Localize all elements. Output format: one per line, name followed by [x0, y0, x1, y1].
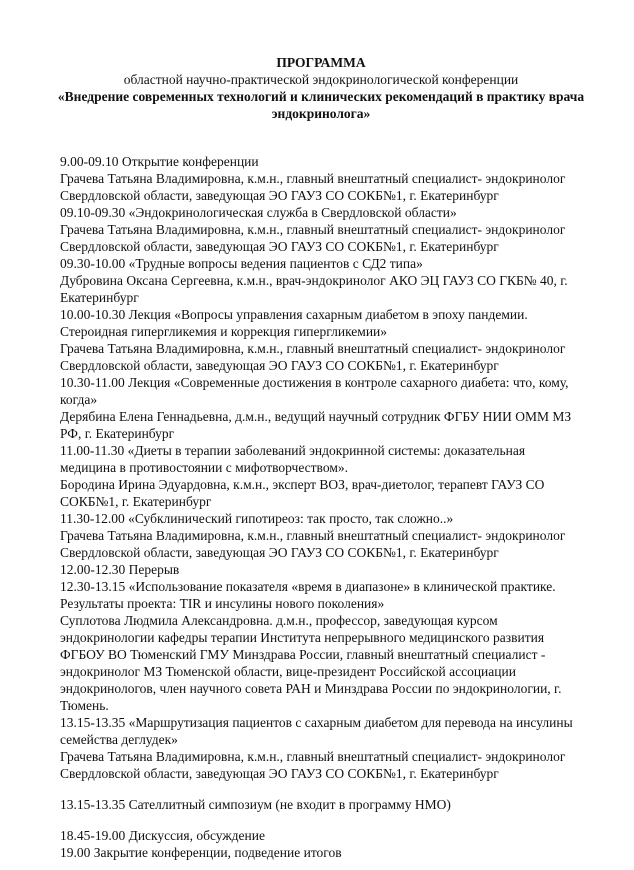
conference-theme-line-1: «Внедрение современных технологий и клинических рекомендаций в практику врача — [57, 89, 585, 104]
program-line: Свердловской области, заведующая ЭО ГАУЗ СО СОКБ№1, г. Екатеринбург — [60, 358, 499, 373]
program-line: 11.00-11.30 «Диеты в терапии заболеваний эндокринной системы: доказательная — [60, 443, 526, 458]
program-line: медицина в противостоянии с мифотворчеством». — [60, 460, 348, 475]
program-line: ФГБОУ ВО Тюменский ГМУ Минздрава России, главный внештатный специалист - — [60, 647, 546, 662]
program-line: Дерябина Елена Геннадьевна, д.м.н., ведущий научный сотрудник ФГБУ НИИ ОММ МЗ — [60, 409, 572, 424]
program-line: 10.00-10.30 Лекция «Вопросы управления сахарным диабетом в эпоху пандемии. — [60, 307, 528, 322]
conference-theme-line-2: эндокринолога» — [271, 106, 371, 121]
program-line: эндокринолог МЗ Тюменской области, вице-президент Российской ассоциации — [60, 664, 516, 679]
program-line: Стероидная гипергликемия и коррекция гипергликемии» — [60, 324, 388, 339]
conference-theme — [40, 88, 602, 122]
satellite-symposium: 13.15-13.35 Сателлитный симпозиум (не входит в программу НМО) — [60, 797, 451, 812]
program-line: Свердловской области, заведующая ЭО ГАУЗ СО СОКБ№1, г. Екатеринбург — [60, 239, 499, 254]
conference-closing: 19.00 Закрытие конференции, подведение итогов — [60, 845, 342, 860]
document-subtitle: областной научно-практической эндокринологической конференции — [123, 72, 519, 87]
program-line: эндокринологов, член научного совета РАН и Минздрава России по эндокринологии, г. — [60, 681, 562, 696]
program-line: Грачева Татьяна Владимировна, к.м.н., главный внештатный специалист- эндокринолог — [60, 171, 566, 186]
program-line: Дубровина Оксана Сергеевна, к.м.н., врач-эндокринолог АКО ЭЦ ГАУЗ СО ГКБ№ 40, г. — [60, 273, 568, 288]
program-line: 13.15-13.35 «Маршрутизация пациентов с сахарным диабетом для перевода на инсулины — [60, 715, 573, 730]
program-line: Бородина Ирина Эдуардовна, к.м.н., эксперт ВОЗ, врач-диетолог, терапевт ГАУЗ СО — [60, 477, 545, 492]
program-line: Тюмень. — [60, 698, 109, 713]
discussion: 18.45-19.00 Дискуссия, обсуждение — [60, 828, 265, 843]
program-line: когда» — [60, 392, 98, 407]
program-line: 10.30-11.00 Лекция «Современные достижения в контроле сахарного диабета: что, кому, — [60, 375, 569, 390]
program-line: РФ, г. Екатеринбург — [60, 426, 175, 441]
program-line: Суплотова Людмила Александровна. д.м.н., профессор, заведующая курсом — [60, 613, 498, 628]
program-line: эндокринологии кафедры терапии Института непрерывного медицинского развития — [60, 630, 545, 645]
program-line: Свердловской области, заведующая ЭО ГАУЗ СО СОКБ№1, г. Екатеринбург — [60, 766, 499, 781]
program-line: Грачева Татьяна Владимировна, к.м.н., главный внештатный специалист- эндокринолог — [60, 341, 566, 356]
program-line: Грачева Татьяна Владимировна, к.м.н., главный внештатный специалист- эндокринолог — [60, 749, 566, 764]
program-line: Грачева Татьяна Владимировна, к.м.н., главный внештатный специалист- эндокринолог — [60, 528, 566, 543]
program-line: 11.30-12.00 «Субклинический гипотиреоз: так просто, так сложно..» — [60, 511, 454, 526]
program-line: СОКБ№1, г. Екатеринбург — [60, 494, 212, 509]
program-line: Результаты проекта: TIR и инсулины нового поколения» — [60, 596, 385, 611]
program-line: 09.10-09.30 «Эндокринологическая служба в Свердловской области» — [60, 205, 457, 220]
program-line: Грачева Татьяна Владимировна, к.м.н., главный внештатный специалист- эндокринолог — [60, 222, 566, 237]
document-title: ПРОГРАММА — [276, 55, 366, 70]
program-line: Свердловской области, заведующая ЭО ГАУЗ СО СОКБ№1, г. Екатеринбург — [60, 188, 499, 203]
program-line: 09.30-10.00 «Трудные вопросы ведения пациентов с СД2 типа» — [60, 256, 423, 271]
program-line: 12.30-13.15 «Использование показателя «время в диапазоне» в клинической практике. — [60, 579, 556, 594]
program-line: Екатеринбург — [60, 290, 139, 305]
program-line: Свердловской области, заведующая ЭО ГАУЗ СО СОКБ№1, г. Екатеринбург — [60, 545, 499, 560]
program-line: семейства деглудек» — [60, 732, 178, 747]
program-line: 12.00-12.30 Перерыв — [60, 562, 180, 577]
program-line: 9.00-09.10 Открытие конференции — [60, 154, 259, 169]
